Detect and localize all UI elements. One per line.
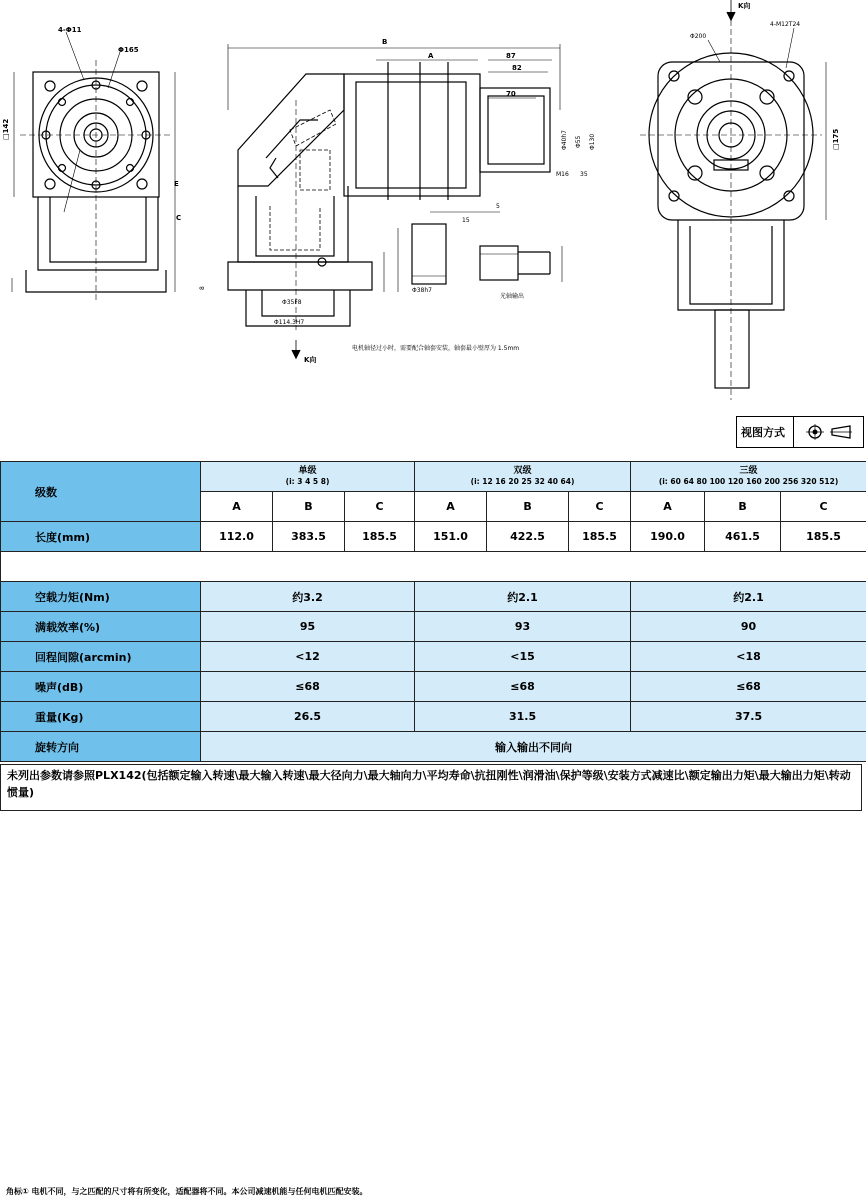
row-label: 空载力矩(Nm) [1, 582, 201, 612]
length-value: 190.0 [631, 522, 705, 552]
view-mode-box [736, 416, 864, 448]
row-value: 约3.2 [201, 582, 415, 612]
rotation-value: 输入输出不同向 [201, 732, 866, 762]
dim-40: Φ40h7 [561, 130, 568, 150]
length-value: 461.5 [705, 522, 781, 552]
row-value: 26.5 [201, 702, 415, 732]
subcol: B [705, 492, 781, 522]
row-value: 95 [201, 612, 415, 642]
length-row [1, 522, 866, 552]
dim-holes: 4-Φ11 [58, 26, 82, 34]
subcol: A [415, 492, 487, 522]
length-value: 185.5 [569, 522, 631, 552]
subcol: C [569, 492, 631, 522]
row-label: 噪声(dB) [1, 672, 201, 702]
front-view-left [12, 32, 175, 300]
row-value: ≤68 [415, 672, 631, 702]
projection-cone-icon [830, 425, 852, 439]
spec-row-rotation [1, 732, 866, 762]
spec-row-torque [1, 582, 866, 612]
dim-35: 35 [580, 171, 588, 178]
row-value: <12 [201, 642, 415, 672]
dim-15: 15 [462, 217, 470, 224]
row-label: 重量(Kg) [1, 702, 201, 732]
projection-circle-icon [806, 424, 824, 440]
dim-130: Φ130 [589, 133, 596, 150]
row-value: 约2.1 [631, 582, 866, 612]
length-value: 151.0 [415, 522, 487, 552]
spec-row-noise [1, 672, 866, 702]
shaft-label: 光轴输出 [500, 293, 525, 300]
dim-square: □142 [2, 118, 10, 140]
stage-header-label: 级数 [1, 462, 201, 522]
dim-87: 87 [506, 52, 516, 60]
motor-note: 电机轴径过小时，需要配合轴套安装，轴套最小壁厚为 1.5mm [352, 345, 520, 352]
stage-single [201, 462, 415, 492]
stage-triple [631, 462, 866, 492]
dim-35f8: Φ35F8 [282, 299, 302, 306]
dim-200: Φ200 [690, 33, 707, 40]
stage-triple-ratio: (i: 60 64 80 100 120 160 200 256 320 512) [658, 477, 839, 486]
length-value: 383.5 [273, 522, 345, 552]
projection-symbol [794, 424, 863, 440]
technical-drawing [0, 0, 866, 410]
row-value: ≤68 [631, 672, 866, 702]
dim-70: 70 [506, 90, 516, 98]
length-value: 185.5 [781, 522, 866, 552]
stage-double-title: 双级 [513, 466, 532, 476]
spec-row-efficiency [1, 612, 866, 642]
rotation-label: 旋转方向 [1, 732, 201, 762]
row-label: 满载效率(%) [1, 612, 201, 642]
row-value: 90 [631, 612, 866, 642]
stage-double [415, 462, 631, 492]
k-dir-top: K向 [738, 2, 751, 10]
row-value: <15 [415, 642, 631, 672]
length-value: 185.5 [345, 522, 415, 552]
subcol: B [487, 492, 569, 522]
dim-82: 82 [512, 64, 522, 72]
length-value: 112.0 [201, 522, 273, 552]
stage-header-row [1, 462, 866, 492]
subcol: A [201, 492, 273, 522]
row-value: 31.5 [415, 702, 631, 732]
row-value: 93 [415, 612, 631, 642]
view-mode-label: 视图方式 [737, 417, 794, 447]
dim-175: □175 [832, 128, 840, 150]
spacer-row [1, 552, 866, 582]
length-value: 422.5 [487, 522, 569, 552]
dim-114: Φ114.3H7 [274, 319, 305, 326]
dim-38: Φ38h7 [412, 287, 432, 294]
dim-8: 8 [199, 286, 206, 290]
row-value: <18 [631, 642, 866, 672]
row-value: ≤68 [201, 672, 415, 702]
dim-55: Φ55 [575, 135, 582, 148]
stage-single-title: 单级 [298, 466, 317, 476]
stage-double-ratio: (i: 12 16 20 25 32 40 64) [470, 477, 575, 486]
length-label: 长度(mm) [1, 522, 201, 552]
dim-b: B [382, 38, 388, 46]
dim-e: E [174, 180, 179, 188]
spec-row-backlash [1, 642, 866, 672]
parameter-note: 未列出参数请参照PLX142(包括额定输入转速\最大输入转速\最大径向力\最大轴向力\平均寿命\抗扭刚性\润滑油\保护等级\安装方式减速比\额定输出力矩\最大输出力矩\转动惯量) [0, 764, 862, 811]
dim-5: 5 [496, 203, 500, 210]
stage-triple-title: 三级 [739, 466, 758, 476]
k-dir-bottom: K向 [304, 356, 317, 364]
dim-c: C [176, 214, 182, 222]
front-view-right [640, 0, 826, 400]
dim-pcd: Φ165 [118, 46, 139, 54]
subcol: B [273, 492, 345, 522]
spec-table [0, 461, 866, 762]
subcol: C [781, 492, 866, 522]
dim-a: A [428, 52, 434, 60]
subcol: A [631, 492, 705, 522]
row-label: 回程间隙(arcmin) [1, 642, 201, 672]
subcol: C [345, 492, 415, 522]
row-value: 约2.1 [415, 582, 631, 612]
spec-row-weight [1, 702, 866, 732]
dim-threads: 4-M12T24 [770, 21, 801, 28]
stage-single-ratio: (i: 3 4 5 8) [285, 477, 330, 486]
footnote: 角标① 电机不同，与之匹配的尺寸将有所变化，适配器将不同。本公司减速机能与任何电机匹配安装。 [6, 1187, 368, 1196]
row-value: 37.5 [631, 702, 866, 732]
dim-m16: M16 [556, 171, 569, 178]
